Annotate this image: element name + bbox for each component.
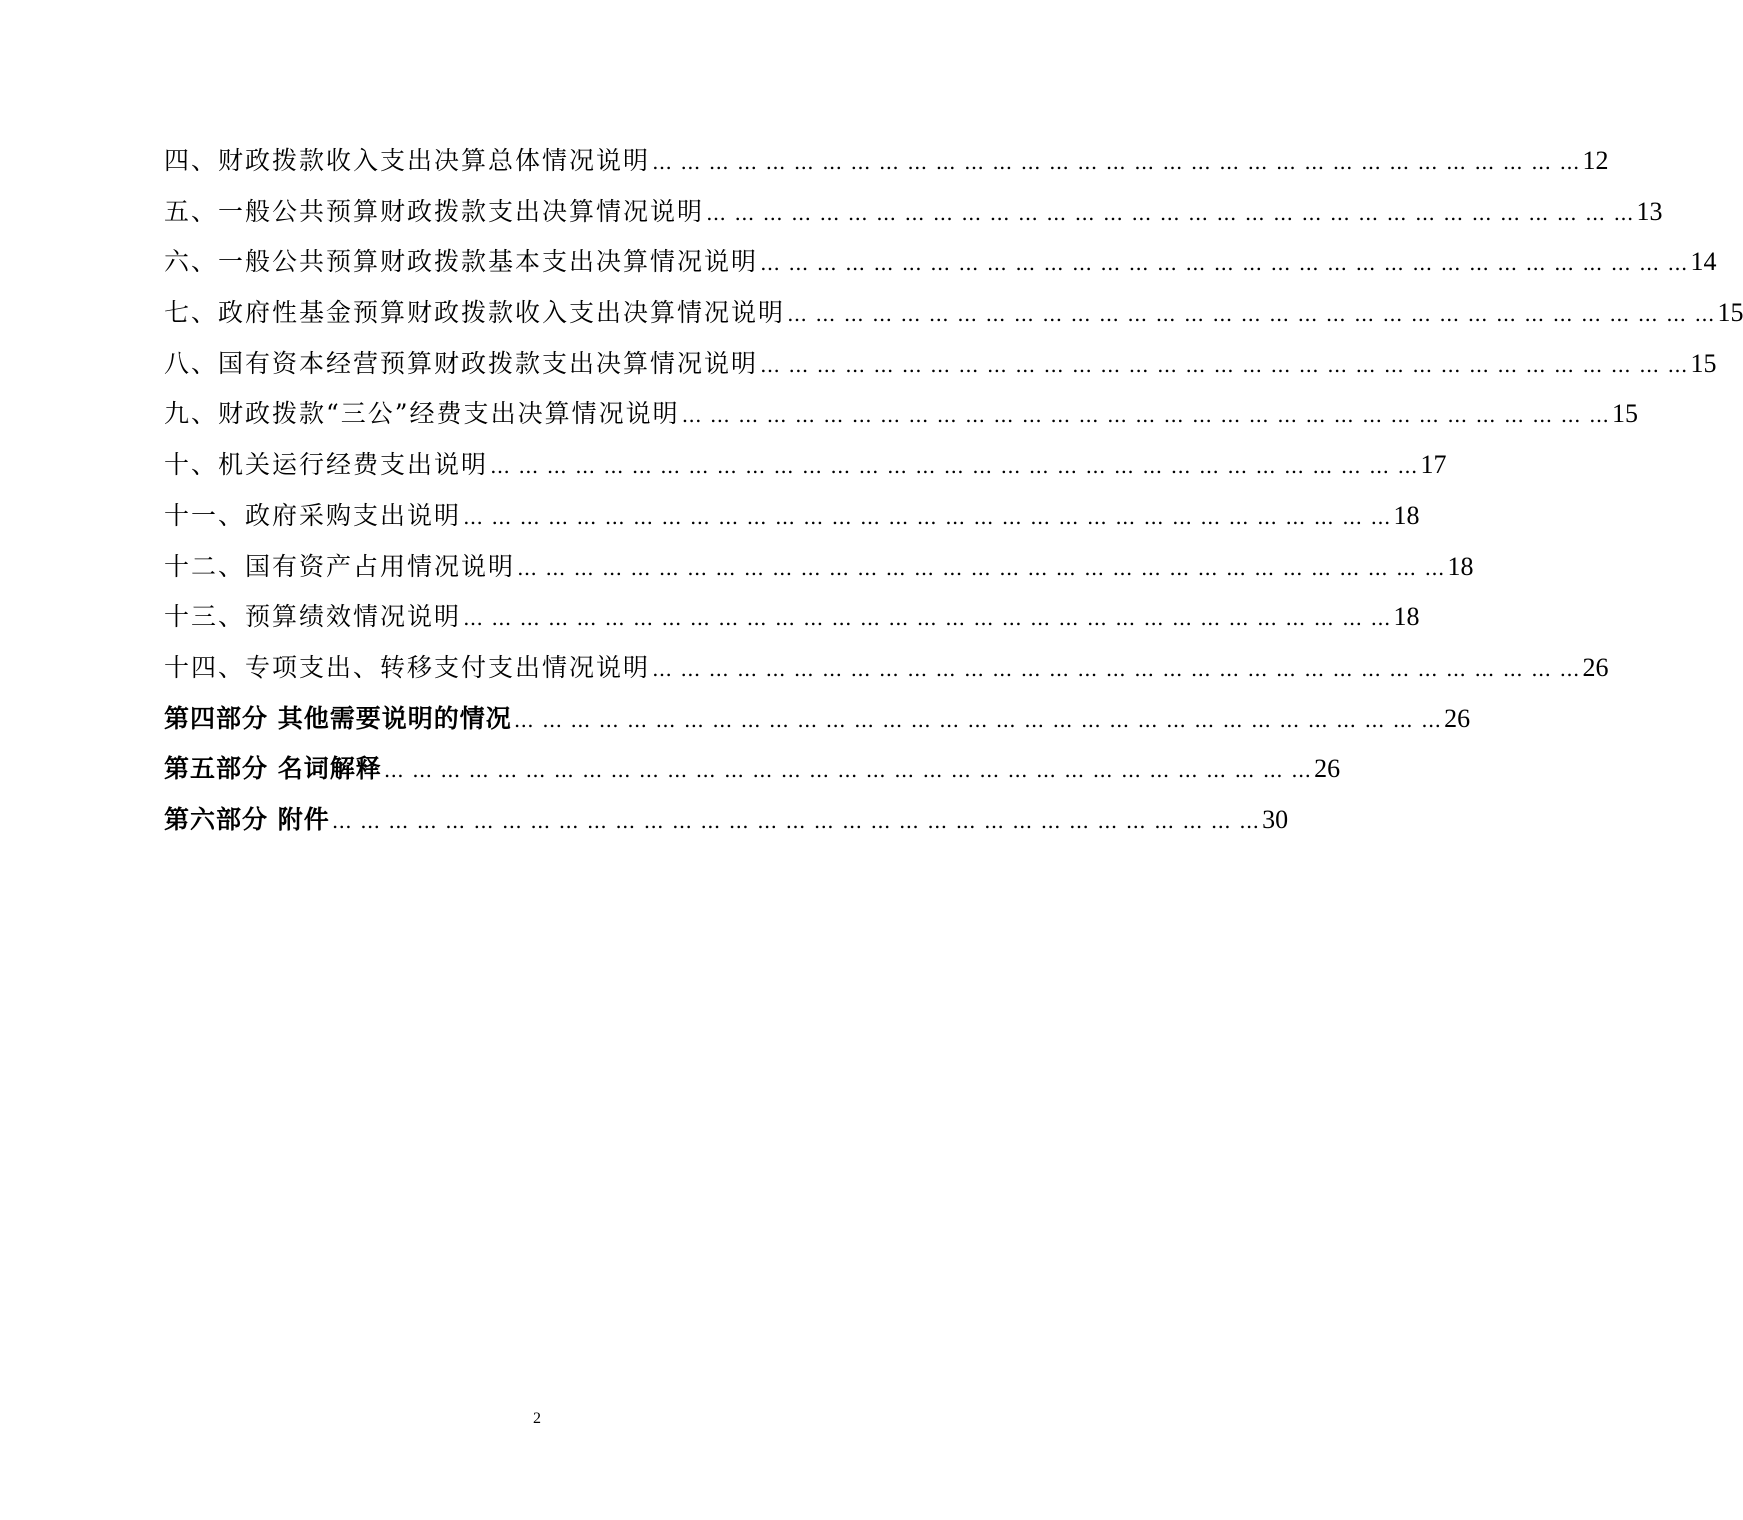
toc-entry-page: 26 — [1314, 754, 1341, 784]
toc-entry-page: 12 — [1582, 146, 1609, 175]
toc-entry[interactable] — [164, 592, 1420, 643]
toc-entry-title: 五、一般公共预算财政拨款支出决算情况说明 — [164, 196, 705, 226]
toc-dot-leader: … … … … … … … … … … … … … … … … … … … … … … … … … … … … … … … … … — [513, 707, 1443, 732]
toc-section-entry[interactable] — [164, 795, 1289, 846]
toc-entry[interactable] — [164, 643, 1609, 694]
toc-entry[interactable] — [164, 440, 1447, 491]
toc-entry-title: 第四部分 其他需要说明的情况 — [164, 703, 512, 733]
toc-entry-title: 十二、国有资产占用情况说明 — [164, 551, 516, 581]
toc-dot-leader: … … … … … … … … … … … … … … … … … … … … … … … … … … … … … … … … … — [383, 758, 1313, 783]
toc-entry-title: 七、政府性基金预算财政拨款收入支出决算情况说明 — [164, 298, 786, 328]
toc-entry-title: 八、国有资本经营预算财政拨款支出决算情况说明 — [164, 348, 759, 378]
toc-entry-page: 18 — [1393, 500, 1420, 530]
toc-entry-page: 18 — [1447, 551, 1474, 581]
toc-section-entry[interactable] — [164, 744, 1341, 795]
toc-entry[interactable] — [164, 136, 1609, 187]
toc-entry-title: 第六部分 附件 — [164, 804, 330, 834]
toc-entry-page: 26 — [1444, 703, 1471, 733]
toc-entry-title: 第五部分 名词解释 — [164, 754, 382, 784]
toc-entry-page: 14 — [1690, 247, 1717, 277]
toc-entry-page: 15 — [1612, 399, 1639, 429]
toc-entry[interactable] — [164, 237, 1717, 288]
toc-entry-page: 15 — [1690, 348, 1717, 378]
toc-entry-page: 13 — [1636, 196, 1663, 226]
toc-entry-title: 四、财政拨款收入支出决算总体情况说明 — [164, 146, 651, 175]
toc-entry-page: 17 — [1420, 450, 1447, 480]
toc-entry[interactable] — [164, 187, 1663, 238]
toc-entry[interactable] — [164, 339, 1717, 390]
toc-dot-leader: … … … … … … … … … … … … … … … … … … … … … … … … … … … … … … … … … — [331, 808, 1261, 833]
toc-dot-leader: … … … … … … … … … … … … … … … … … … … … … … … … … … … … … … … … … — [652, 656, 1581, 681]
toc-entry[interactable] — [164, 288, 1743, 339]
table-of-contents — [164, 136, 1743, 846]
toc-dot-leader: … … … … … … … … … … … … … … … … … … … … … … … … … … … … … … … … … — [463, 606, 1392, 631]
toc-section-entry[interactable] — [164, 694, 1471, 745]
toc-entry-title: 十、机关运行经费支出说明 — [164, 450, 489, 480]
toc-entry[interactable] — [164, 491, 1420, 542]
toc-dot-leader: … … … … … … … … … … … … … … … … … … … … … … … … … … … … … … … … … — [760, 251, 1689, 276]
toc-entry[interactable] — [164, 542, 1474, 593]
toc-dot-leader: … … … … … … … … … … … … … … … … … … … … … … … … … … … … … … … … … — [706, 200, 1635, 225]
toc-entry-title: 十一、政府采购支出说明 — [164, 500, 462, 530]
toc-entry-page: 15 — [1717, 298, 1743, 328]
toc-entry-title: 十三、预算绩效情况说明 — [164, 602, 462, 632]
toc-dot-leader: … … … … … … … … … … … … … … … … … … … … … … … … … … … … … … … … … — [490, 454, 1419, 479]
page-number: 2 — [533, 1410, 541, 1427]
toc-dot-leader: … … … … … … … … … … … … … … … … … … … … … … … … … … … … … … … … … — [652, 150, 1581, 174]
toc-entry-title: 九、财政拨款“三公”经费支出决算情况说明 — [164, 399, 680, 429]
toc-entry-title: 六、一般公共预算财政拨款基本支出决算情况说明 — [164, 247, 759, 277]
toc-dot-leader: … … … … … … … … … … … … … … … … … … … … … … … … … … … … … … … … … — [463, 504, 1392, 529]
toc-dot-leader: … … … … … … … … … … … … … … … … … … … … … … … … … … … … … … … … … — [760, 352, 1689, 377]
toc-entry-page: 18 — [1393, 602, 1420, 632]
toc-entry-page: 26 — [1582, 652, 1609, 682]
toc-entry[interactable] — [164, 389, 1639, 440]
toc-entry-title: 十四、专项支出、转移支付支出情况说明 — [164, 652, 651, 682]
toc-entry-page: 30 — [1262, 804, 1289, 834]
toc-dot-leader: … … … … … … … … … … … … … … … … … … … … … … … … … … … … … … … … … — [787, 302, 1716, 327]
toc-dot-leader: … … … … … … … … … … … … … … … … … … … … … … … … … … … … … … … … … — [681, 403, 1611, 428]
toc-dot-leader: … … … … … … … … … … … … … … … … … … … … … … … … … … … … … … … … … — [517, 555, 1446, 580]
